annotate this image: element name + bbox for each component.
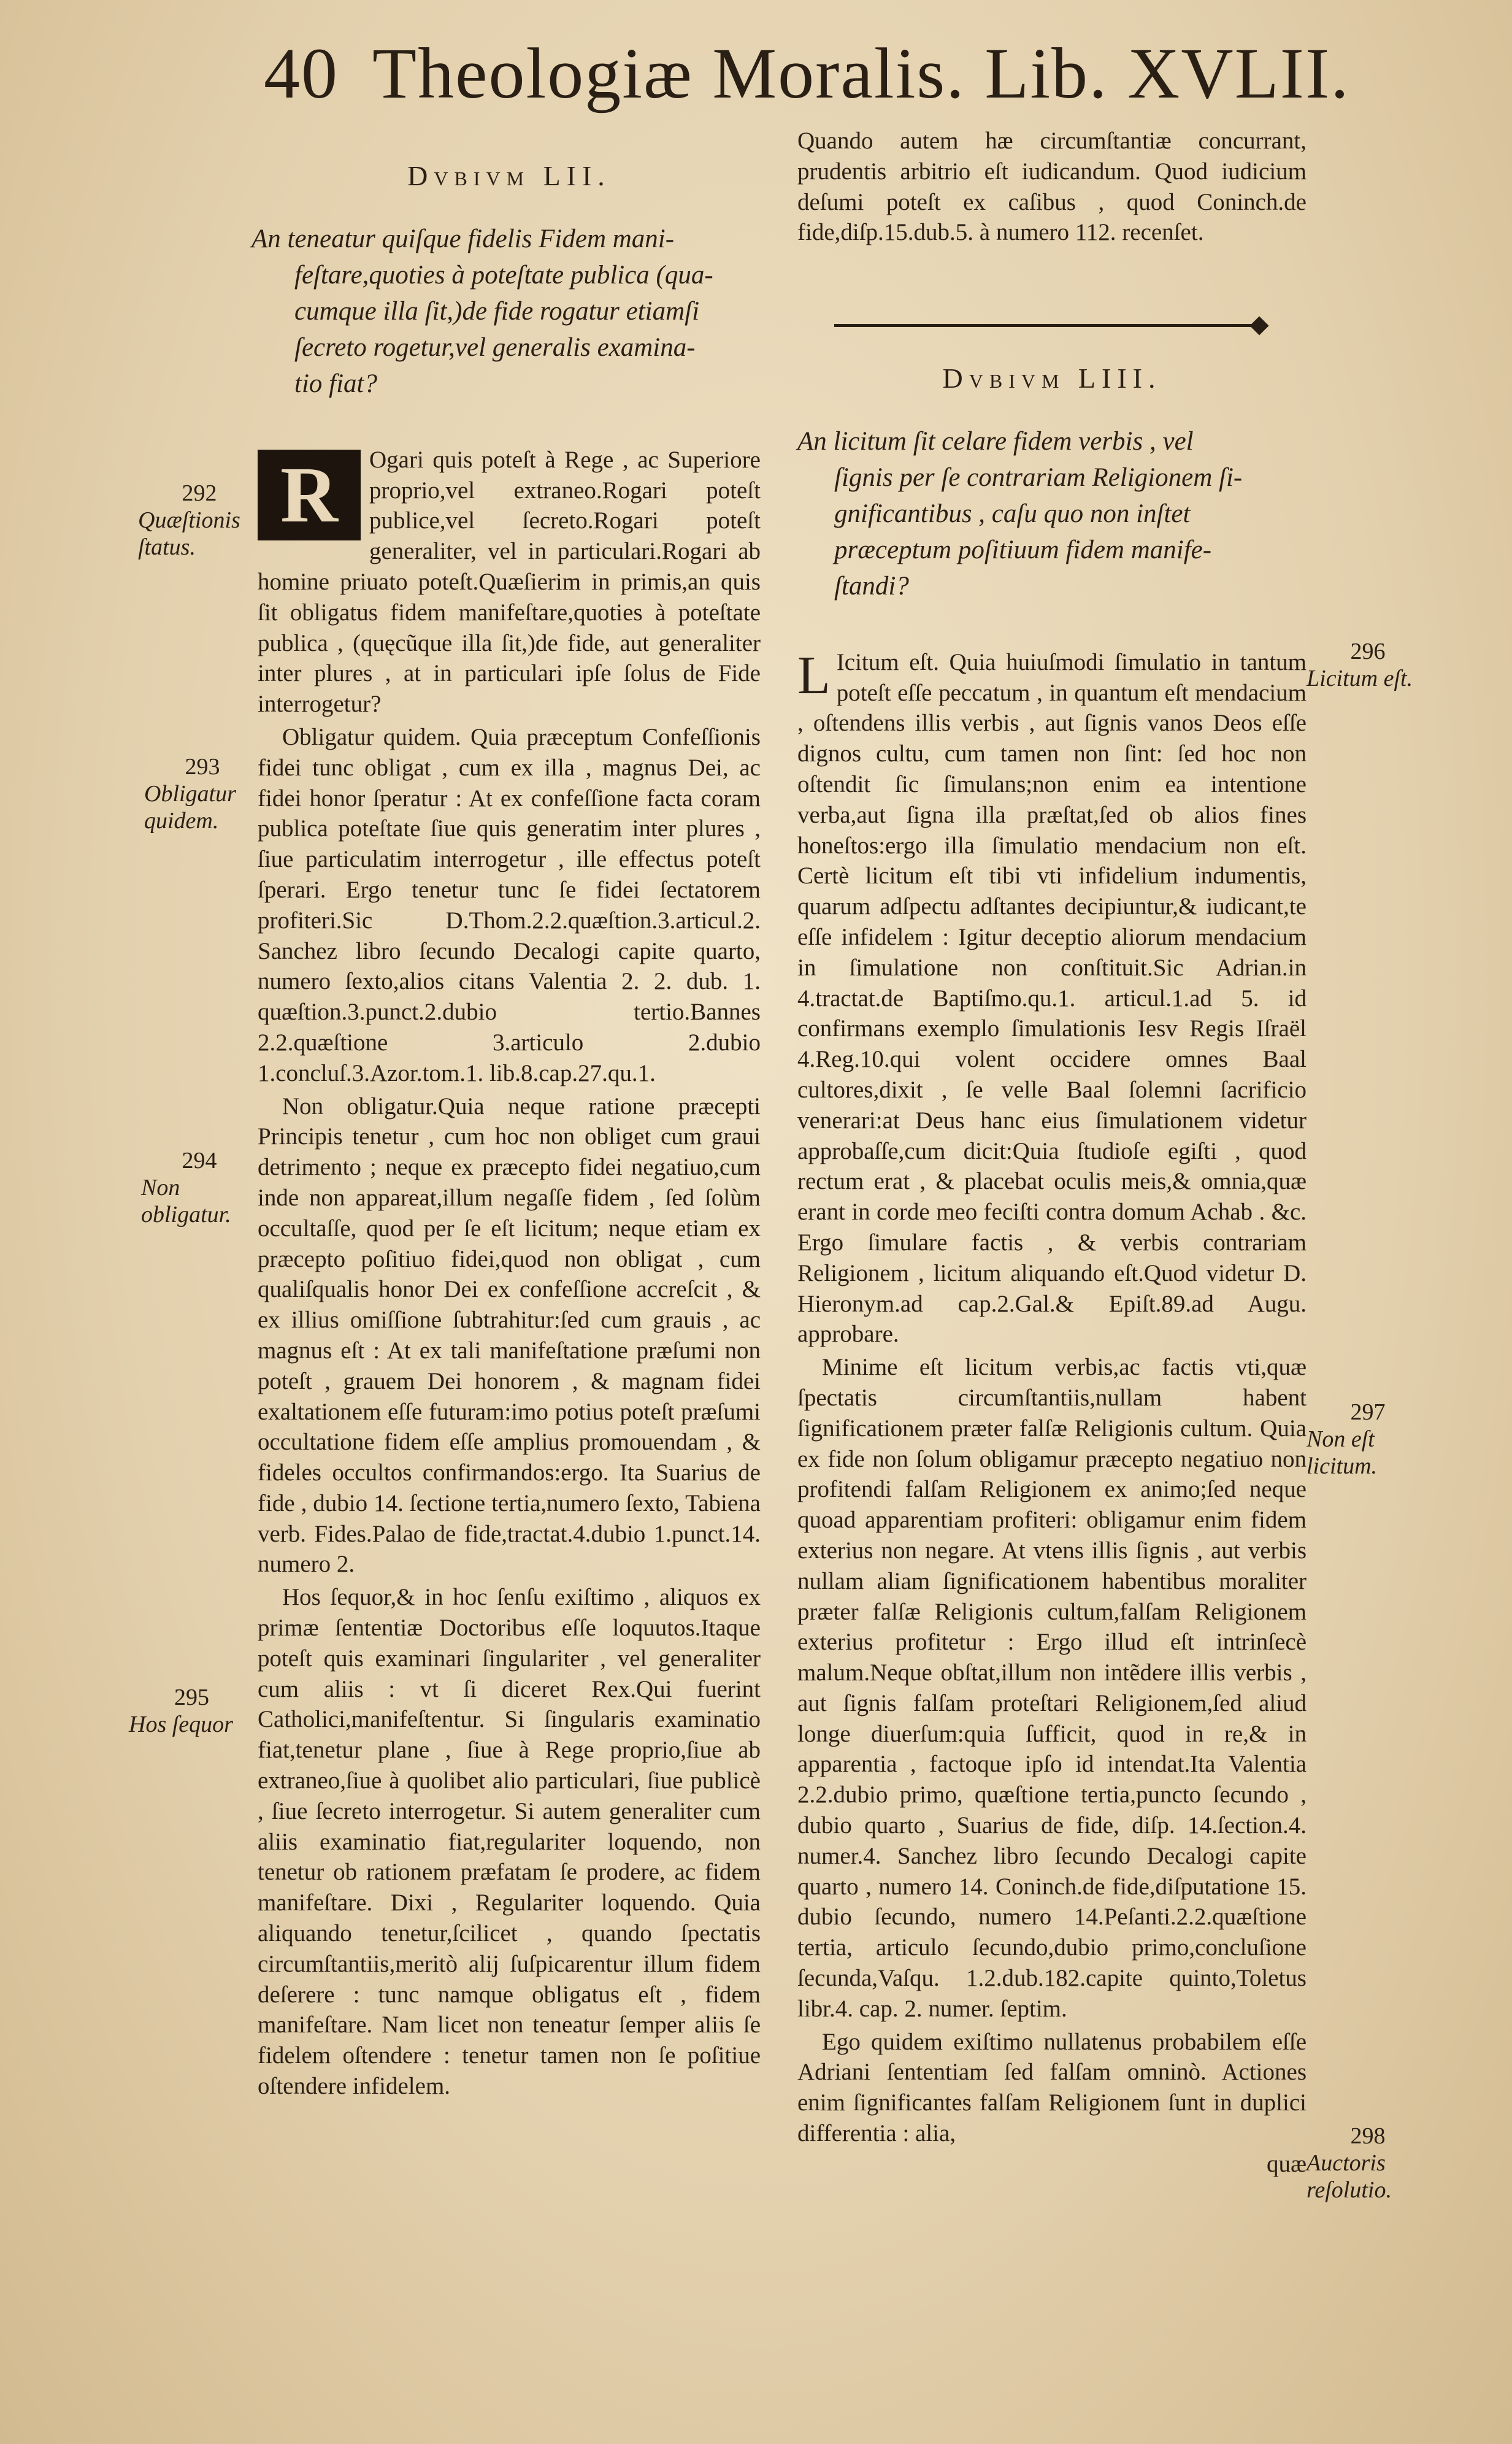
question-line: cumque illa ſit,)de fide rogatur etiamſi (294, 296, 700, 326)
margin-note-297 (1307, 1399, 1429, 1480)
margin-text: Non obligatur. (141, 1175, 231, 1228)
running-title: Theologiæ Moralis. Lib. XVLII. (372, 33, 1350, 113)
margin-number: 298 (1350, 2123, 1386, 2149)
margin-text: Obligatur quidem. (144, 781, 236, 834)
paragraph-text: Ogari quis poteſt à Rege , ac Superiore proprio,vel extraneo.Rogari poteſt publice,vel ſecreto.Rogari poteſt generaliter, vel in particulari.Rogari ab homine priuato poteſt.Quæſierim in primis,an quis ſit obligatus fidem manifeſtare,quoties à poteſtate publica , (quęcũque illa ſit,)de fide, aut generaliter inter plures , at in particulari ipſe ſolus de Fide interrogetur? (258, 446, 761, 718)
paragraph-297: Minime eſt licitum verbis,ac factis vti,quæ ſpectatis circumſtantiis,nullam habent ſignificationem præter falſæ Religionis cultum. Quia ex fide non ſolum obligamur præcepto negatiuo non profitendi falſam Religionem ex animo;ſed neque quoad apparentiam profiteri: obligamur enim fidem exterius non negare. At vtens illis ſignis , aut verbis nullam aliam ſignificationem habentibus moraliter præter falſæ Religionis cultum,falſam Religionem exterius profitetur : Ergo illud eſt intrinſecè malum.Neque obſtat,illum non intẽdere illis verbis , aut ſignis falſam proteſtari Religionem,ſed aliud longe diuerſum:quia ſufficit, quod in re,& in apparentia , factoque ipſo id intendat.Ita Valentia 2.2.dubio primo, quæſtione tertia,puncto ſecundo , dubio quarto , Suarius de fide, diſp. 14.ſection.4. numer.4. Sanchez libro ſecundo Decalogi capite quarto , numero 14. Coninch.de fide,diſputatione 15. dubio ſecundo, numero 14.Peſanti.2.2.quæſtione tertia, articulo ſecundo,dubio primo,concluſione ſecunda,Vaſqu. 1.2.dub.182.capite quinto,Toletus libr.4. cap. 2. numer. ſeptim. (797, 1354, 1307, 2022)
margin-text: Auctoris reſolutio. (1307, 2150, 1392, 2203)
margin-number: 296 (1350, 639, 1386, 664)
margin-note-293 (144, 753, 261, 834)
paragraph-296 (797, 647, 1307, 1350)
question-line: An licitum ſit celare fidem verbis , vel (797, 426, 1194, 456)
question-line: An teneatur quiſque fidelis Fidem mani- (251, 224, 675, 253)
margin-text: Hos ſequor (129, 1712, 233, 1737)
question-line: ſignis per ſe contrariam Religionem ſi- (834, 463, 1243, 492)
paragraph-293: Obligatur quidem. Quia præceptum Confeſſionis fidei tunc obligat , cum ex illa , magnus Dei, ac fidei honor ſperatur : At ex confeſſione facta coram publica poteſtate ſiue quis generatim inter plures , ſiue particulatim interrogetur , ille effectus poteſt ſperari. Ergo tenetur tunc ſe fidei ſectatorem profiteri.Sic D.Thom.2.2.quæſtion.3.articul.2. Sanchez libro ſecundo Decalogi capite quarto, numero ſexto,alios citans Valentia 2. 2. dub. 1. quæſtion.3.punct.2.dubio tertio.Bannes 2.2.quæſtione 3.articulo 2.dubio 1.concluſ.3.Azor.tom.1. lib.8.cap.27.qu.1. (258, 723, 761, 1086)
paragraph-295: Hos ſequor,& in hoc ſenſu exiſtimo , aliquos ex primæ ſententiæ Doctoribus eſſe loquutos.Itaque poteſt quis examinari ſingulariter , vel generaliter cum aliis : vt ſi diceret Rex.Qui fuerint Catholici,manifeſtentur. Si ſingularis examinatio fiat,tenetur plane , ſiue à Rege proprio,ſiue ab extraneo,ſiue à quolibet alio particulari, ſiue publicè , ſiue ſecreto interrogetur. Si autem generaliter cum aliis examinatio fiat,regulariter loquendo, non tenetur ob rationem præfatam ſe prodere, ac fidem manifeſtare. Dixi , Regulariter loquendo. Quia aliquando tenetur,ſcilicet , quando ſpectatis circumſtantiis,meritò alij ſuſpicarentur illum fidem deſerere : tunc namque obligatus eſt , fidem manifeſtare. Nam licet non teneatur ſemper aliis ſe fidelem oſtendere : tenetur tamen non ſe poſitiue oſtendere infidelem. (258, 1584, 761, 2100)
margin-note-294 (141, 1147, 258, 1228)
question-line: gnificantibus , caſu quo non inſtet (834, 499, 1191, 528)
initial-letter: L (797, 645, 831, 705)
margin-number: 293 (185, 754, 220, 780)
margin-number: 292 (182, 480, 217, 506)
question-line: præceptum poſitiuum fidem manife- (834, 535, 1212, 564)
margin-note-295 (129, 1684, 255, 1738)
catchword: quæ (1266, 2150, 1307, 2177)
dubium-52-heading: Dvbivm LII. (407, 160, 611, 191)
paragraph-298: Ego quidem exiſtimo nullatenus probabilem eſſe Adriani ſententiam ſed falſam omninò. Actiones enim ſignificantes falſam Religionem ſunt in duplici differentia : alia, (797, 2028, 1307, 2147)
question-line: feſtare,quoties à poteſtate publica (qua- (294, 260, 713, 290)
paragraph-292 (258, 445, 761, 720)
paragraph-text: Icitum eſt. Quia huiuſmodi ſimulatio in tantum poteſt eſſe peccatum , in quantum eſt mendacium , oſtendens illis verbis , aut ſignis vanos Deos eſſe dignos cultu, cum tamen non ſint: ſed hoc non oſtendit ſic ſimulans;non enim ea intentione verba,aut ſigna illa præſtat,ſed ob alios fines honeſtos:ergo illa ſimulatio mendacium non eſt. Certè licitum eſt tibi vti infidelium indumentis, quarum adſpectu adſtantes decipiuntur,& iudicant,te eſſe infidelem : Igitur deceptio aliorum mendacium in ſimulatione non conſtituit.Sic Adrian.in 4.tractat.de Baptiſmo.qu.1. articul.1.ad 5. id confirmans exemplo ſimulationis Iesv Regis Iſraël 4.Reg.10.qui volent occidere omnes Baal cultores,dixit , ſe velle Baal ſolemni ſacrificio venerari:at Deus hanc eius ſimulationem videtur approbaſſe,cum dicit:Quia ſtudioſe egiſti , quod rectum erat , & placebat oculis meis,& omnia,quæ erant in corde meo feciſti contra domum Achab . &c. Ergo ſimulare factis , & verbis contrariam Religionem , licitum aliquando eſt.Quod videtur D. Hieronym.ad cap.2.Gal.& Epiſt.89.ad Augu. approbare. (797, 648, 1307, 1348)
question-line: tio fiat? (294, 369, 377, 398)
right-column-lower (797, 363, 1307, 2180)
section-divider (834, 324, 1257, 327)
question-line: ſecreto rogetur,vel generalis examina- (294, 332, 696, 362)
dubium-53-question (797, 423, 1307, 604)
paragraph-294: Non obligatur.Quia neque ratione præcepti Principis tenetur , cum hoc non obliget cum graui detrimento ; neque ex præcepto fidei negatiuo,cum inde non appareat,illum negaſſe fidem , ſed ſolùm occultaſſe, quod per ſe eſt licitum; neque etiam ex præcepto poſitiuo fidei,quod non obligat , cum qualiſqualis honor Dei ex confeſſione accreſcit , & ex illius omiſſione ſubtrahitur:ſed cum grauis , ac magnus eſt : At ex tali manifeſtatione præſumi non poteſt , grauem Dei honorem , & magnam fidei exaltationem eſſe futuram:imo potius poteſt præſumi occultatione fidem eſſe amplius promouendam , & fideles occultos confirmandos:ergo. Ita Suarius de fide , dubio 14. ſectione tertia,numero ſexto, Tabiena verb. Fides.Palao de fide,tractat.4.dubio 1.punct.14. numero 2. (258, 1093, 761, 1578)
drop-cap: R (258, 450, 361, 540)
margin-text: Non eſt licitum. (1307, 1426, 1378, 1479)
running-header (264, 34, 1350, 113)
margin-text: Quæſtionis ſtatus. (138, 507, 240, 560)
margin-text: Licitum eſt. (1307, 666, 1413, 691)
question-line: ſtandi? (834, 571, 909, 601)
paragraph-continued: Quando autem hæ circumſtantiæ concurrant, prudentis arbitrio eſt iudicandum. Quod iudicium deſumi poteſt ex caſibus , quod Coninch.de fide,diſp.15.dub.5. à numero 112. recenſet. (797, 128, 1307, 246)
margin-note-292 (138, 480, 261, 561)
margin-number: 295 (174, 1685, 209, 1710)
margin-note-296 (1307, 638, 1429, 692)
dubium-53-heading: Dvbivm LIII. (942, 363, 1162, 394)
right-column (797, 126, 1307, 248)
margin-number: 294 (182, 1148, 217, 1174)
margin-number: 297 (1350, 1399, 1386, 1425)
page-number: 40 (264, 33, 339, 113)
dubium-52-question (251, 221, 761, 402)
left-column (251, 160, 761, 2102)
margin-note-298 (1307, 2123, 1429, 2204)
